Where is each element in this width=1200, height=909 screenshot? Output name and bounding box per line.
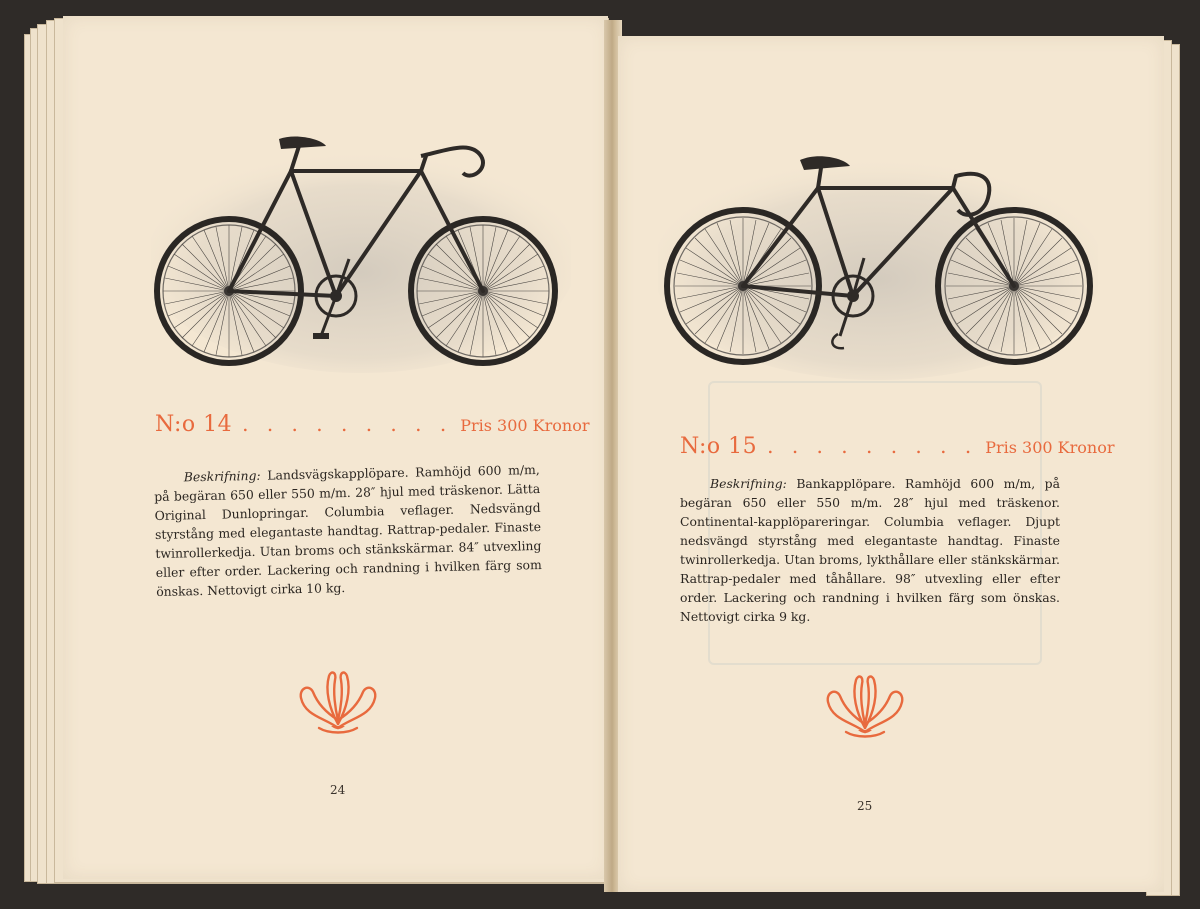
- price-label: Pris 300 Kronor: [460, 416, 590, 435]
- model-heading: [680, 434, 1114, 459]
- track-bicycle-icon: [658, 118, 1098, 380]
- floral-ornament-icon: [295, 668, 381, 738]
- model-heading: [155, 412, 589, 437]
- description-block: [680, 474, 1060, 626]
- leader-dots: . . . . . . . . .: [767, 434, 978, 458]
- left-page: [63, 16, 608, 879]
- racing-bicycle-icon: [151, 111, 571, 376]
- model-number: N:o 14: [155, 412, 233, 437]
- price-label: Pris 300 Kronor: [985, 438, 1115, 457]
- page-number: 25: [857, 799, 873, 813]
- right-page: [618, 36, 1164, 892]
- description-text: Bankapplöpare. Ramhöjd 600 m/m, på begäran 650 eller 550 m/m. 28″ hjul med träskenor. Continental-kapplöpareringar. Columbia veflager. Djupt nedsvängd styrstång med elegantaste handtag. Finaste twinrollerkedja. Utan broms, lykthållare eller stänkskärmar. Rattrap-pedaler med tåhållare. 98″ utvexling eller efter order. Lackering och randning i hvilken färg som önskas. Nettovigt cirka 9 kg.: [680, 476, 1060, 624]
- description-lead: Beskrifning:: [183, 467, 261, 485]
- leader-dots: . . . . . . . . .: [242, 412, 453, 436]
- page-number: 24: [330, 783, 346, 797]
- floral-ornament-icon: [822, 672, 908, 742]
- model-number: N:o 15: [680, 434, 758, 459]
- description-block: [154, 460, 543, 601]
- description-text: Landsvägskapplöpare. Ramhöjd 600 m/m, på begäran 650 eller 550 m/m. 28″ hjul med träskenor. Lätta Original Dunlopringar. Columbia veflager. Nedsvängd styrstång med elegantaste handtag. Rattrap-pedaler. Finaste twinrollerkedja. Utan broms och stänkskärmar. 84″ utvexling eller efter order. Lackering och randning i hvilken färg som önskas. Nettovigt cirka 10 kg.: [154, 461, 542, 600]
- description-lead: Beskrifning:: [710, 476, 787, 491]
